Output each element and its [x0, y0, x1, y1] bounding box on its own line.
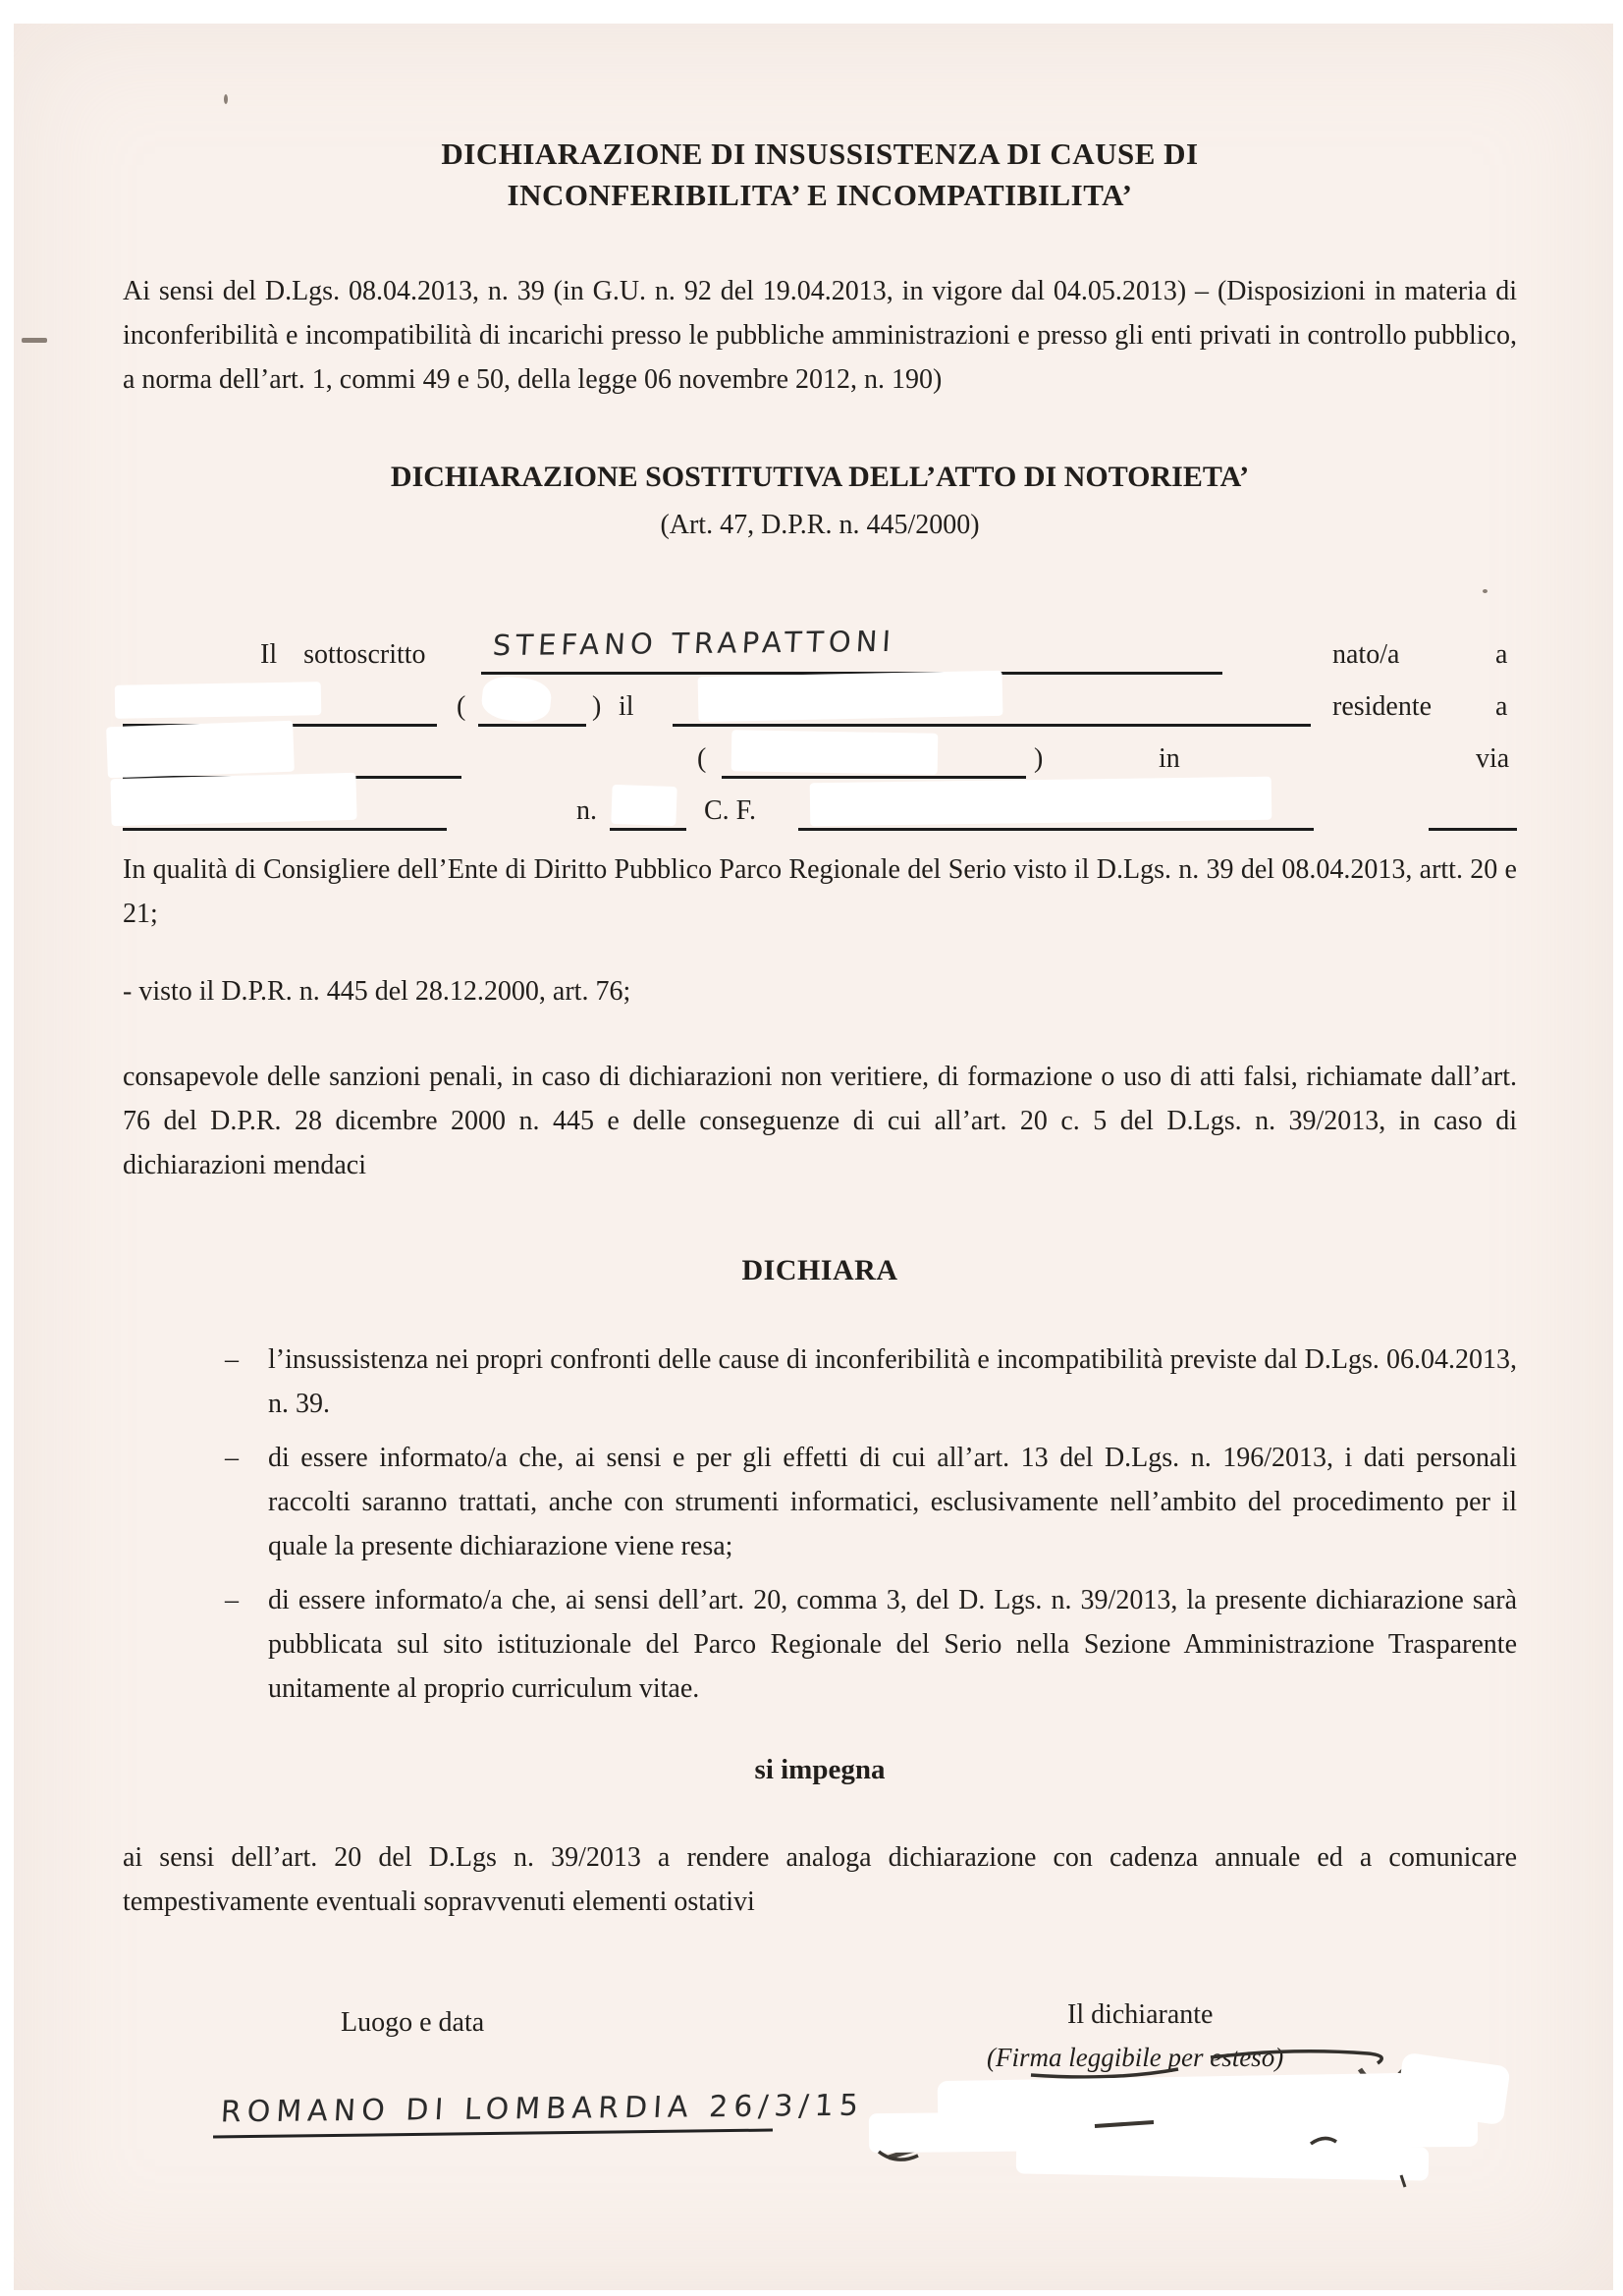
scanned-paper-sheet	[14, 24, 1613, 2290]
redaction-patch	[731, 730, 939, 775]
secondary-subheading: (Art. 47, D.P.R. n. 445/2000)	[660, 510, 980, 540]
dichiarante-label: Il dichiarante	[1067, 1999, 1214, 2030]
list-item-text: l’insussistenza nei propri confronti delle cause di inconferibilità e incompatibilità previste dal D.Lgs. 06.04.2013, n. 39.	[268, 1344, 1517, 1419]
in-label: in	[1159, 743, 1180, 774]
province-paren-close: )	[592, 691, 602, 722]
residente-label: residente	[1332, 691, 1433, 722]
list-item	[123, 1436, 1517, 1568]
handwritten-name: STEFANO TRAPATTONI	[491, 624, 896, 663]
document-content	[123, 24, 1517, 2295]
redaction-patch	[110, 773, 356, 827]
list-item	[123, 1338, 1517, 1426]
cf-label: C. F.	[704, 795, 757, 826]
via-label: via	[1476, 743, 1510, 774]
nato-a-label: a	[1495, 639, 1508, 670]
redacted-signature	[849, 2050, 1517, 2207]
civic-number-label: n.	[576, 795, 597, 826]
dichiara-heading: DICHIARA	[741, 1254, 898, 1286]
impegna-paragraph: ai sensi dell’art. 20 del D.Lgs n. 39/2013 a rendere analoga dichiarazione con cadenza annuale ed a comunicare tempestivamente eventuali sopravvenuti elementi ostativi	[123, 1842, 1517, 1917]
title-line-2: INCONFERIBILITA’ E INCOMPATIBILITA’	[507, 178, 1133, 212]
intro-paragraph: Ai sensi del D.Lgs. 08.04.2013, n. 39 (in G.U. n. 92 del 19.04.2013, in vigore dal 04.05.2013) – (Disposizioni in materia di inconferibilità e incompatibilità di incarichi presso le pubbliche amministrazioni e presso gli enti privati in controllo pubblico, a norma dell’art. 1, commi 49 e 50, della legge 06 novembre 2012, n. 190)	[123, 276, 1517, 395]
secondary-heading: DICHIARAZIONE SOSTITUTIVA DELL’ATTO DI NOTORIETA’	[390, 461, 1250, 493]
qualita-paragraph: In qualità di Consigliere dell’Ente di Diritto Pubblico Parco Regionale del Serio visto il D.Lgs. n. 39 del 08.04.2013, artt. 20 e 21;	[123, 854, 1517, 929]
document-title	[123, 134, 1517, 216]
residente-a-label: a	[1495, 691, 1508, 722]
trailing-blank-line	[1429, 789, 1517, 831]
residence-paren-close: )	[1034, 743, 1044, 774]
redaction-patch	[611, 785, 676, 826]
sottoscritto-label: Il sottoscritto	[260, 639, 426, 670]
list-item	[123, 1578, 1517, 1711]
list-item-text: di essere informato/a che, ai sensi e per gli effetti di cui all’art. 13 del D.Lgs. n. 196/2013, i dati personali raccolti saranno trattati, anche con strumenti informatici, esclusivamente nell’ambito del procedimento per il quale la presente dichiarazione viene resa;	[268, 1443, 1517, 1561]
il-label: il	[619, 691, 634, 722]
nato-label: nato/a	[1332, 639, 1400, 670]
redaction-patch	[115, 682, 322, 719]
redaction-patch	[106, 721, 295, 779]
residence-paren-open: (	[697, 743, 707, 774]
signature-section	[123, 2000, 1517, 2295]
redaction-patch	[698, 671, 1003, 722]
dash-marker: –	[225, 1585, 239, 1615]
dash-marker: –	[225, 1344, 239, 1375]
form-row-birth	[123, 682, 1517, 731]
province-paren-open: (	[457, 691, 466, 722]
dichiara-list	[123, 1338, 1517, 1711]
visto-line: - visto il D.P.R. n. 445 del 28.12.2000, art. 76;	[123, 976, 631, 1007]
form-row-name	[123, 624, 1517, 679]
declarant-form-block	[123, 624, 1517, 842]
impegna-heading: si impegna	[754, 1754, 886, 1785]
consapevole-paragraph: consapevole delle sanzioni penali, in caso di dichiarazioni non veritiere, di formazione o uso di atti falsi, richiamate dall’art. 76 del D.P.R. 28 dicembre 2000 n. 445 e delle conseguenze di cui all’art. 20 c. 5 del D.Lgs. n. 39/2013, in caso di dichiarazioni mendaci	[123, 1062, 1517, 1180]
title-line-1: DICHIARAZIONE DI INSUSSISTENZA DI CAUSE DI	[441, 137, 1199, 171]
luogo-e-data-label: Luogo e data	[341, 2007, 485, 2038]
handwritten-place-date: ROMANO DI LOMBARDIA 26/3/15	[219, 2088, 865, 2130]
name-blank-line	[481, 624, 1222, 675]
redaction-patch	[810, 777, 1272, 827]
firma-leggibile-label: (Firma leggibile per esteso)	[987, 2043, 1284, 2072]
dash-marker: –	[225, 1443, 239, 1473]
scan-artifact	[22, 338, 47, 343]
form-row-cf	[123, 786, 1517, 835]
list-item-text: di essere informato/a che, ai sensi dell’art. 20, comma 3, del D. Lgs. n. 39/2013, la presente dichiarazione sarà pubblicata sul sito istituzionale del Parco Regionale del Serio nella Sezione Amministrazione Trasparente unitamente al proprio curriculum vitae.	[268, 1585, 1517, 1704]
